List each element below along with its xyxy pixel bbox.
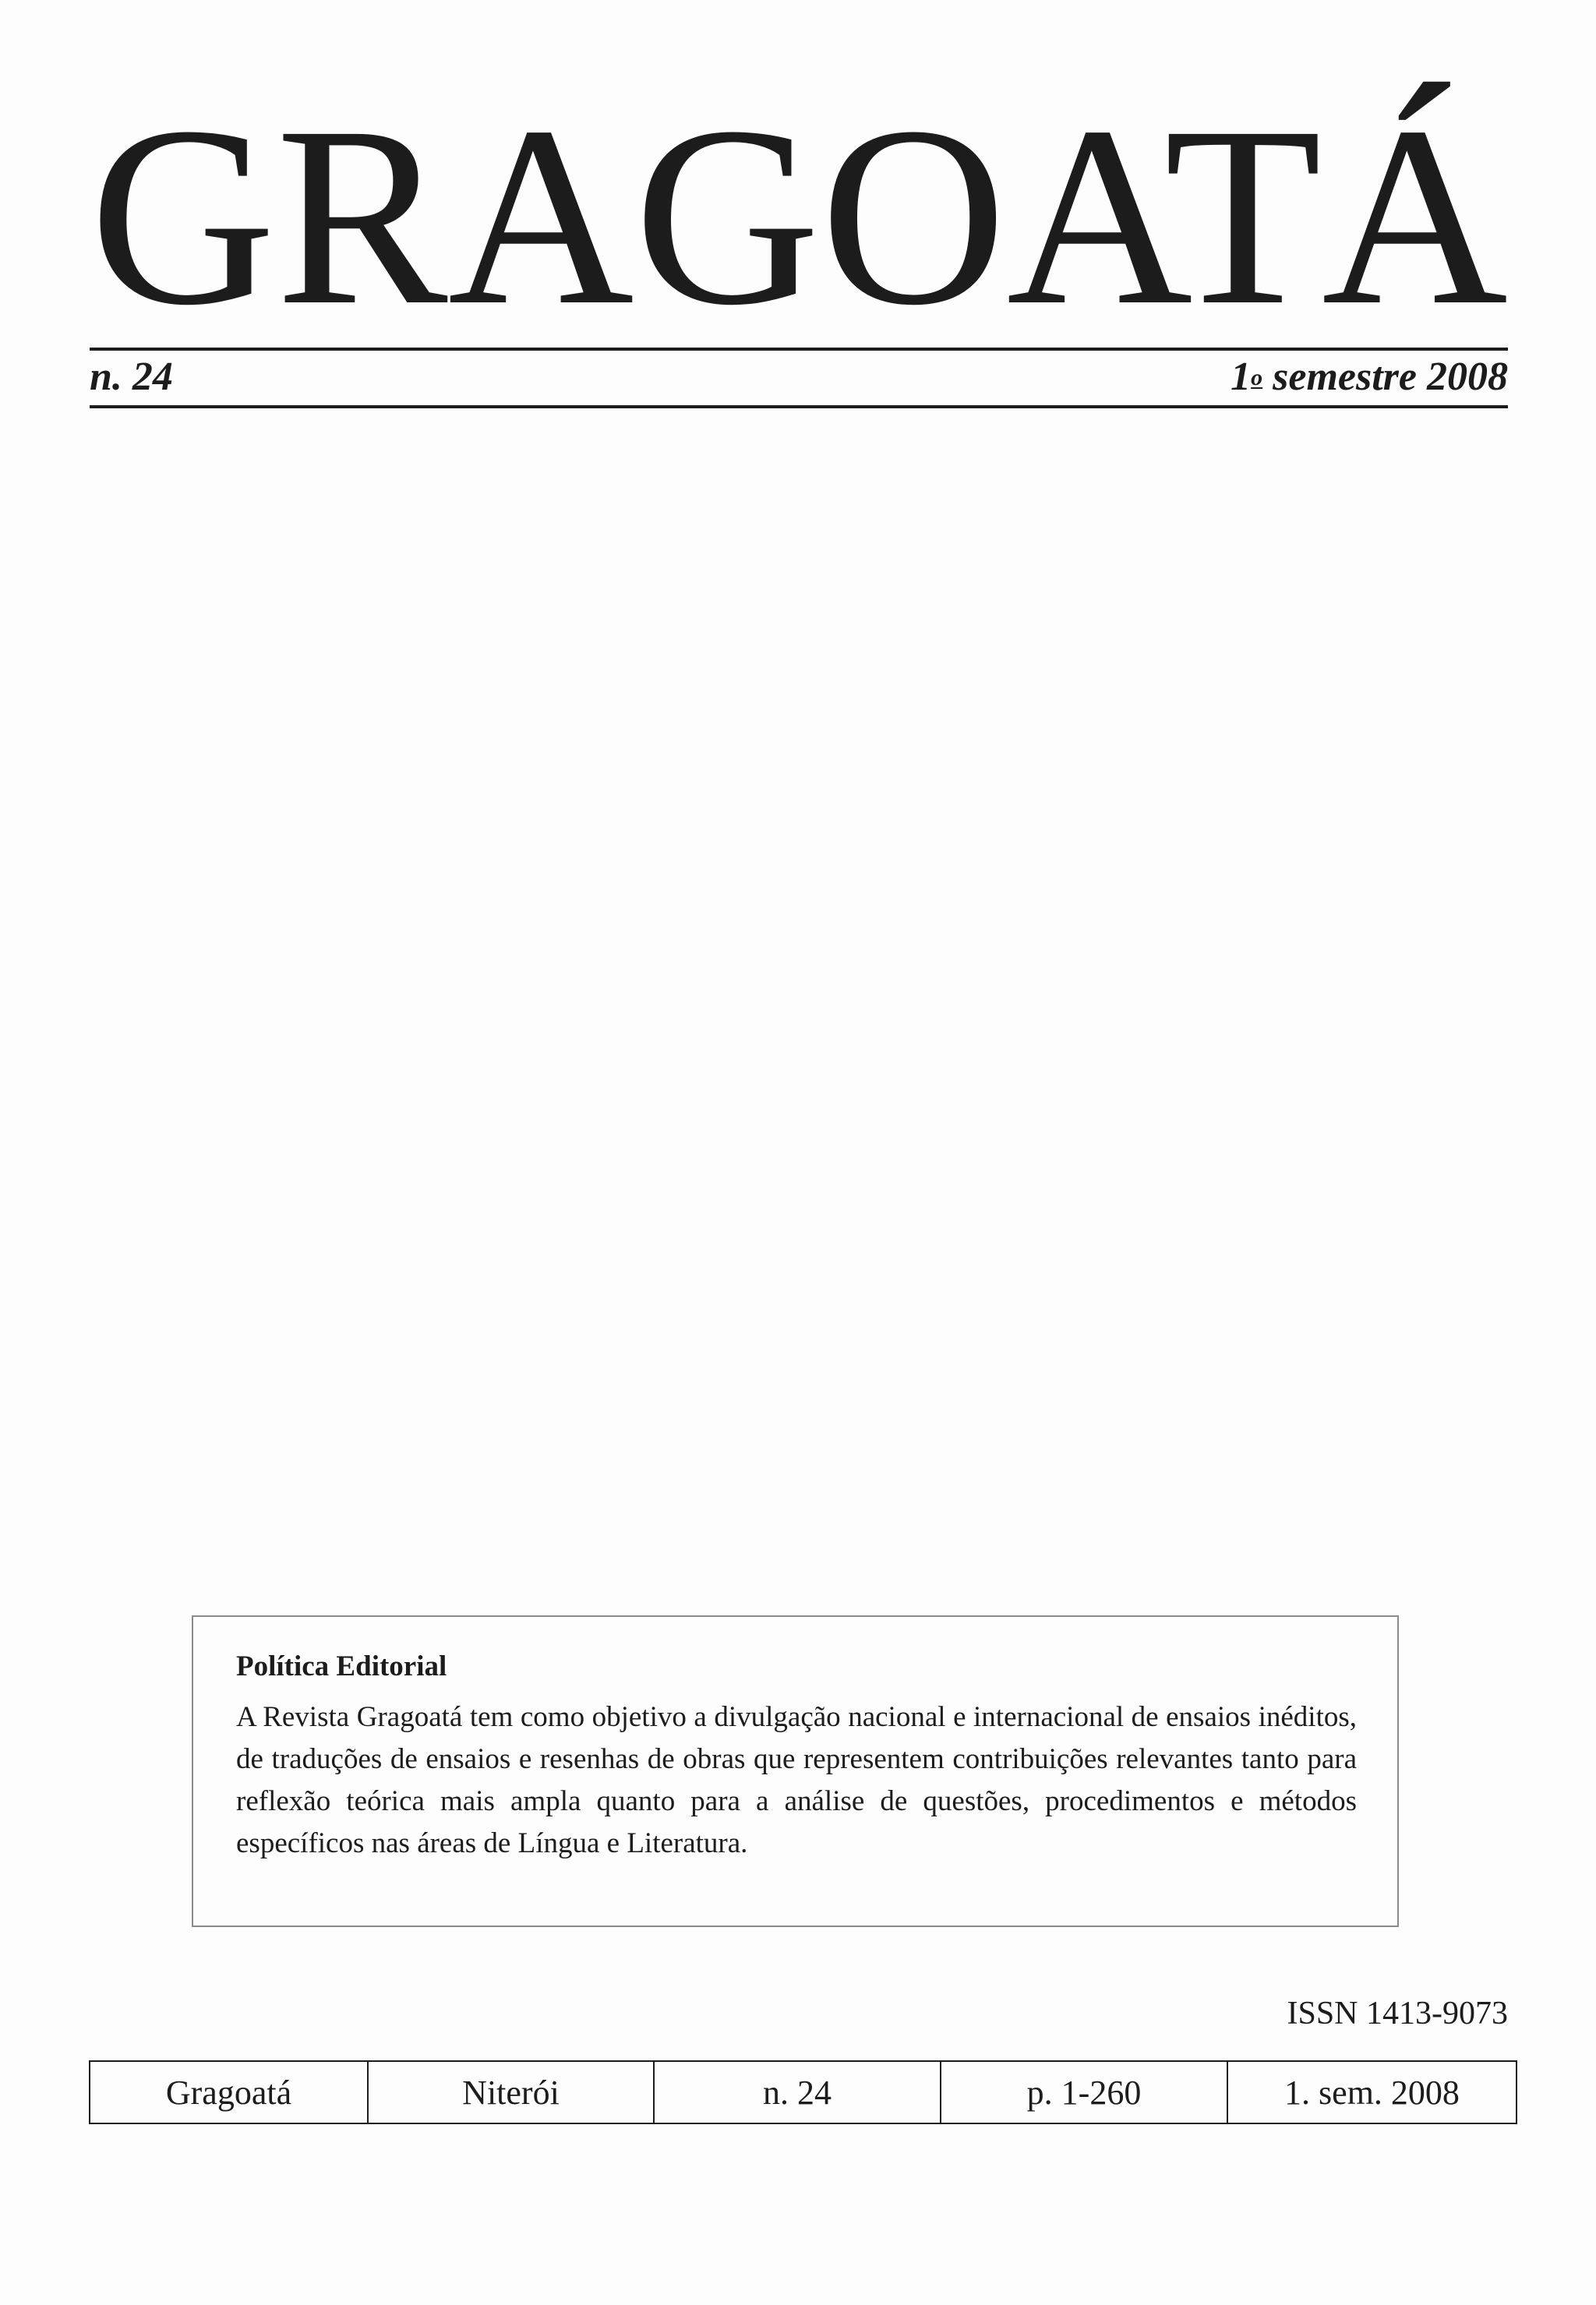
editorial-policy-title: Política Editorial (236, 1650, 447, 1682)
masthead-title-text: GRAGOATÁ (90, 74, 1508, 312)
citation-city: Niterói (368, 2061, 654, 2123)
semester-text: semestre 2008 (1262, 355, 1508, 399)
editorial-policy-box (192, 1615, 1399, 1927)
citation-number: n. 24 (654, 2061, 941, 2123)
masthead-title (86, 47, 1512, 312)
citation-table (89, 2060, 1517, 2124)
editorial-policy-text: A Revista Gragoatá tem como objetivo a divulgação nacional e internacional de ensaios inéditos, de traduções de ensaios e resenhas de obras que representem contribuições relevantes tanto para reflexão teórica mais ampla quanto para a análise de questões, procedimentos e métodos específicos nas áreas de Língua e Literatura. (236, 1701, 1357, 1860)
issn-label: ISSN 1413-9073 (1287, 1996, 1508, 2031)
issue-semester (1231, 357, 1508, 397)
semester-ordinal-suffix: o (1251, 365, 1263, 390)
citation-row (90, 2061, 1517, 2123)
citation-semester: 1. sem. 2008 (1227, 2061, 1517, 2123)
issue-line (90, 352, 1508, 402)
header-bottom-rule (90, 405, 1508, 408)
semester-ordinal: 1 (1231, 355, 1252, 399)
citation-pages: p. 1-260 (941, 2061, 1227, 2123)
citation-journal: Gragoatá (90, 2061, 368, 2123)
header-top-rule (90, 348, 1508, 351)
issue-number: n. 24 (90, 355, 173, 399)
